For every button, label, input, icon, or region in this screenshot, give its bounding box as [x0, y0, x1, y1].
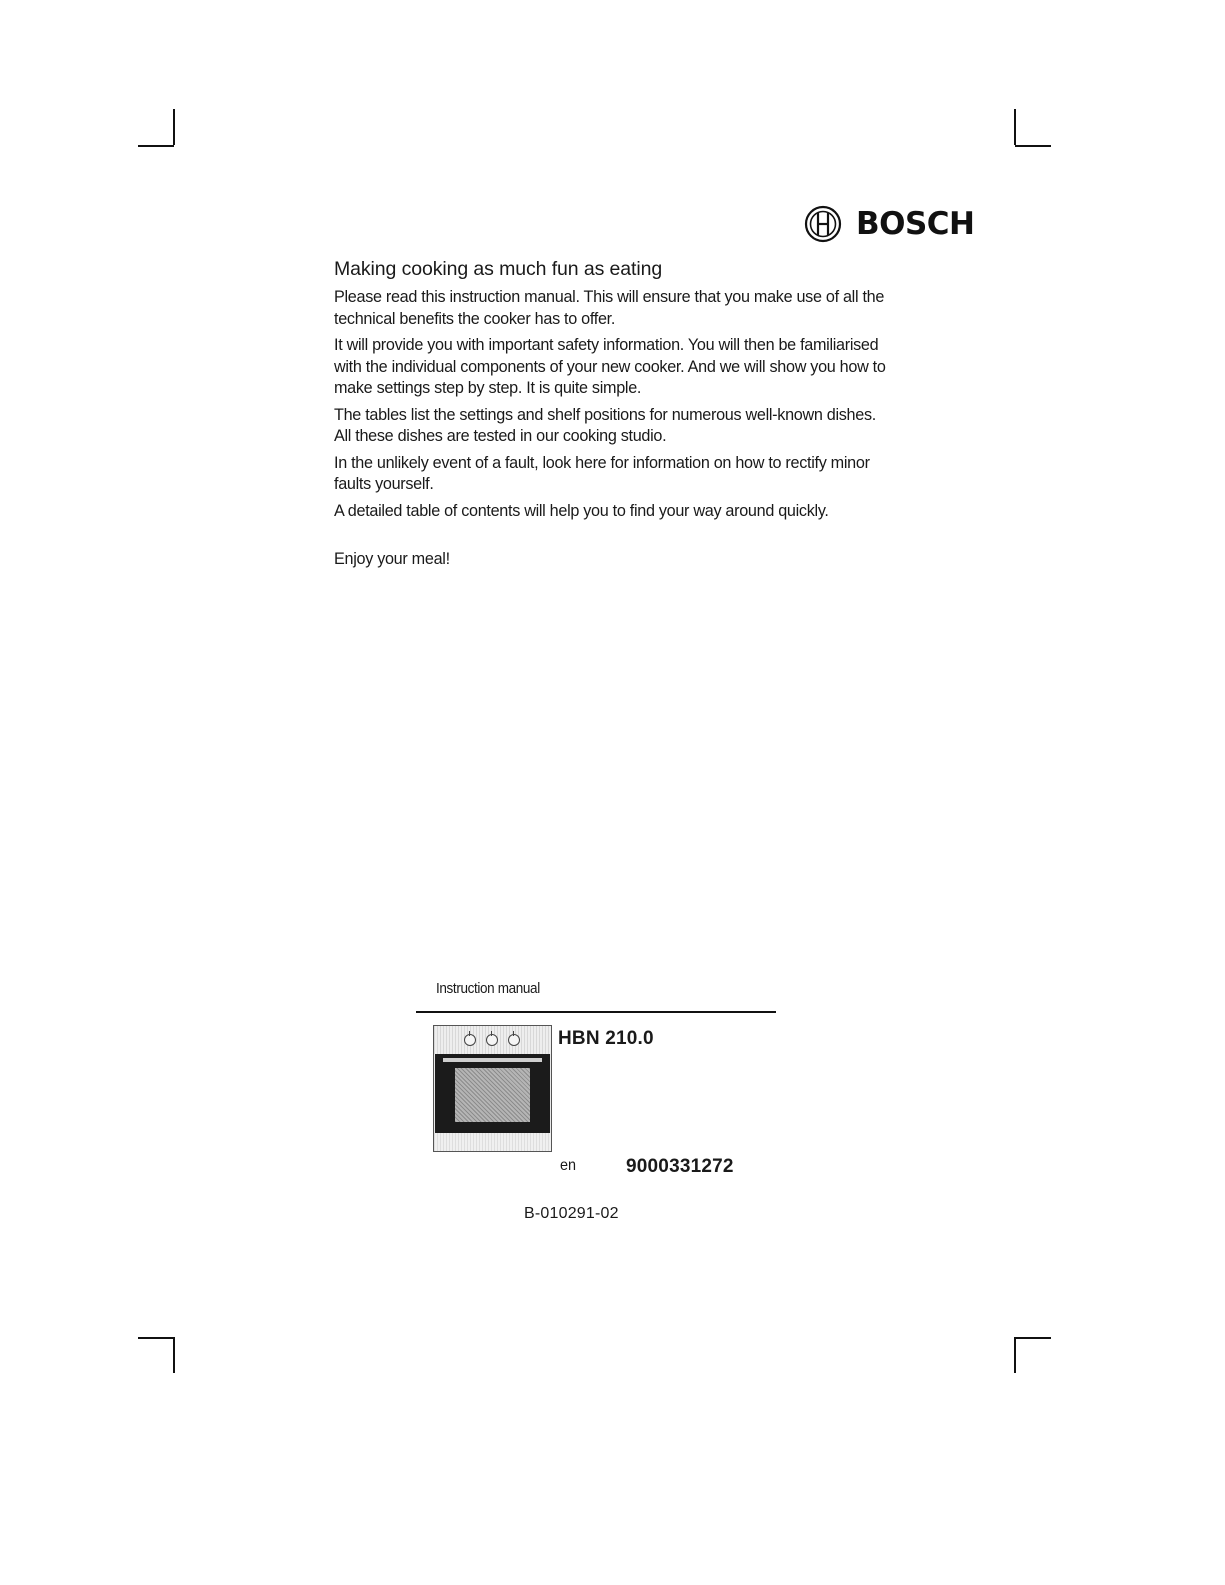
model-number: HBN 210.0	[558, 1028, 654, 1049]
crop-mark-bottom-left-v	[173, 1337, 175, 1373]
oven-door	[435, 1054, 550, 1134]
language-code: en	[560, 1157, 577, 1174]
intro-paragraph: A detailed table of contents will help you to find your way around quickly.	[334, 501, 829, 520]
crop-mark-bottom-right-v	[1014, 1337, 1016, 1373]
oven-base	[434, 1133, 551, 1151]
oven-handle	[443, 1058, 542, 1062]
crop-mark-top-left-v	[173, 109, 175, 145]
intro-paragraph: It will provide you with important safety information. You will then be familiarised with the individual components of your new cooker. And we will show you how to make settings step by step. It is quite simple.	[334, 336, 886, 397]
brand-name: BOSCH	[856, 206, 975, 242]
brand-logo	[804, 205, 975, 243]
knob-icon	[464, 1034, 476, 1046]
intro-paragraph: The tables list the settings and shelf positions for numerous well-known dishes. All these dishes are tested in our cooking studio.	[334, 405, 876, 445]
document-code: B-010291-02	[524, 1205, 619, 1222]
intro-paragraph: Please read this instruction manual. This will ensure that you make use of all the technical benefits the cooker has to offer.	[334, 288, 885, 328]
crop-mark-top-right-v	[1014, 109, 1016, 145]
oven-control-panel	[434, 1026, 551, 1054]
oven-illustration-icon	[433, 1025, 552, 1152]
knob-icon	[508, 1034, 520, 1046]
divider	[416, 1011, 776, 1013]
crop-mark-bottom-right-h	[1015, 1337, 1051, 1339]
manual-label: Instruction manual	[436, 980, 540, 997]
intro-paragraph: In the unlikely event of a fault, look here for information on how to rectify minor faults yourself.	[334, 453, 870, 493]
crop-mark-top-right-h	[1015, 145, 1051, 147]
oven-window	[455, 1068, 530, 1122]
crop-mark-bottom-left-h	[138, 1337, 174, 1339]
knob-icon	[486, 1034, 498, 1046]
part-number: 9000331272	[626, 1156, 734, 1177]
page-title: Making cooking as much fun as eating	[334, 258, 663, 280]
crop-mark-top-left-h	[138, 145, 174, 147]
bosch-armature-icon	[804, 205, 842, 243]
intro-section	[334, 258, 894, 569]
closing-line: Enjoy your meal!	[334, 550, 450, 568]
